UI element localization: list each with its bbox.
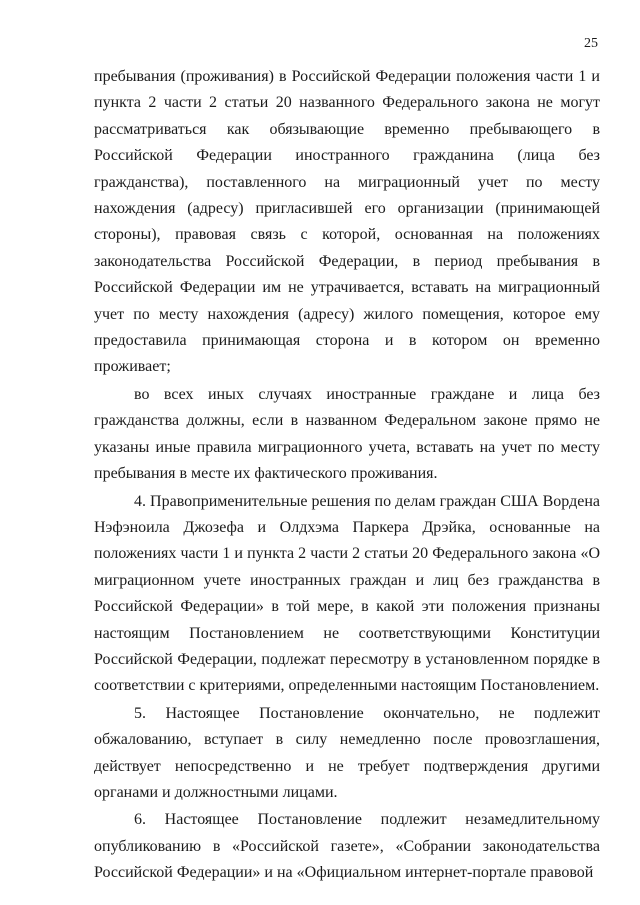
paragraph-other-cases: во всех иных случаях иностранные граждане и лица без гражданства должны, если в названном Федеральном законе прямо не указаны иные правила миграционного учета, вставать на учет по месту пребывания в месте их фактического проживания. <box>94 385 600 483</box>
paragraph-item-4: 4. Правоприменительные решения по делам граждан США Вордена Нэфэноила Джозефа и Олдхэма Паркера Дрэйка, основанные на положениях части 1 и пункта 2 части 2 статьи 20 Федерального закона «О миграционном учете иностранных граждан и лиц без гражданства в Российской Федерации» в той мере, в какой эти положения признаны настоящим Постановлением не соответствующими Конституции Российской Федерации, подлежат пересмотру в установленном порядке в соответствии с критериями, определенными настоящим Постановлением. <box>94 492 600 695</box>
document-body <box>94 64 600 887</box>
paragraph-item-5: 5. Настоящее Постановление окончательно, не подлежит обжалованию, вступает в силу немедленно после провозглашения, действует непосредственно и не требует подтверждения другими органами и должностными лицами. <box>94 704 600 801</box>
paragraph-continuation: пребывания (проживания) в Российской Федерации положения части 1 и пункта 2 части 2 статьи 20 названного Федерального закона не могут рассматриваться как обязывающие временно пребывающего в Российской Федерации иностранного гражданина (лица без гражданства), поставленного на миграционный учет по месту нахождения (адресу) пригласившей его организации (принимающей стороны), правовая связь с которой, основанная на положениях законодательства Российской Федерации, в период пребывания в Российской Федерации им не утрачивается, вставать на миграционный учет по месту нахождения (адресу) жилого помещения, которое ему предоставила принимающая сторона и в котором он временно проживает; <box>94 68 600 376</box>
paragraph-item-6: 6. Настоящее Постановление подлежит незамедлительному опубликованию в «Российской газете», «Собрании законодательства Российской Федерации» и на «Официальном интернет-портале правовой <box>94 811 600 882</box>
page-number: 25 <box>584 36 598 51</box>
